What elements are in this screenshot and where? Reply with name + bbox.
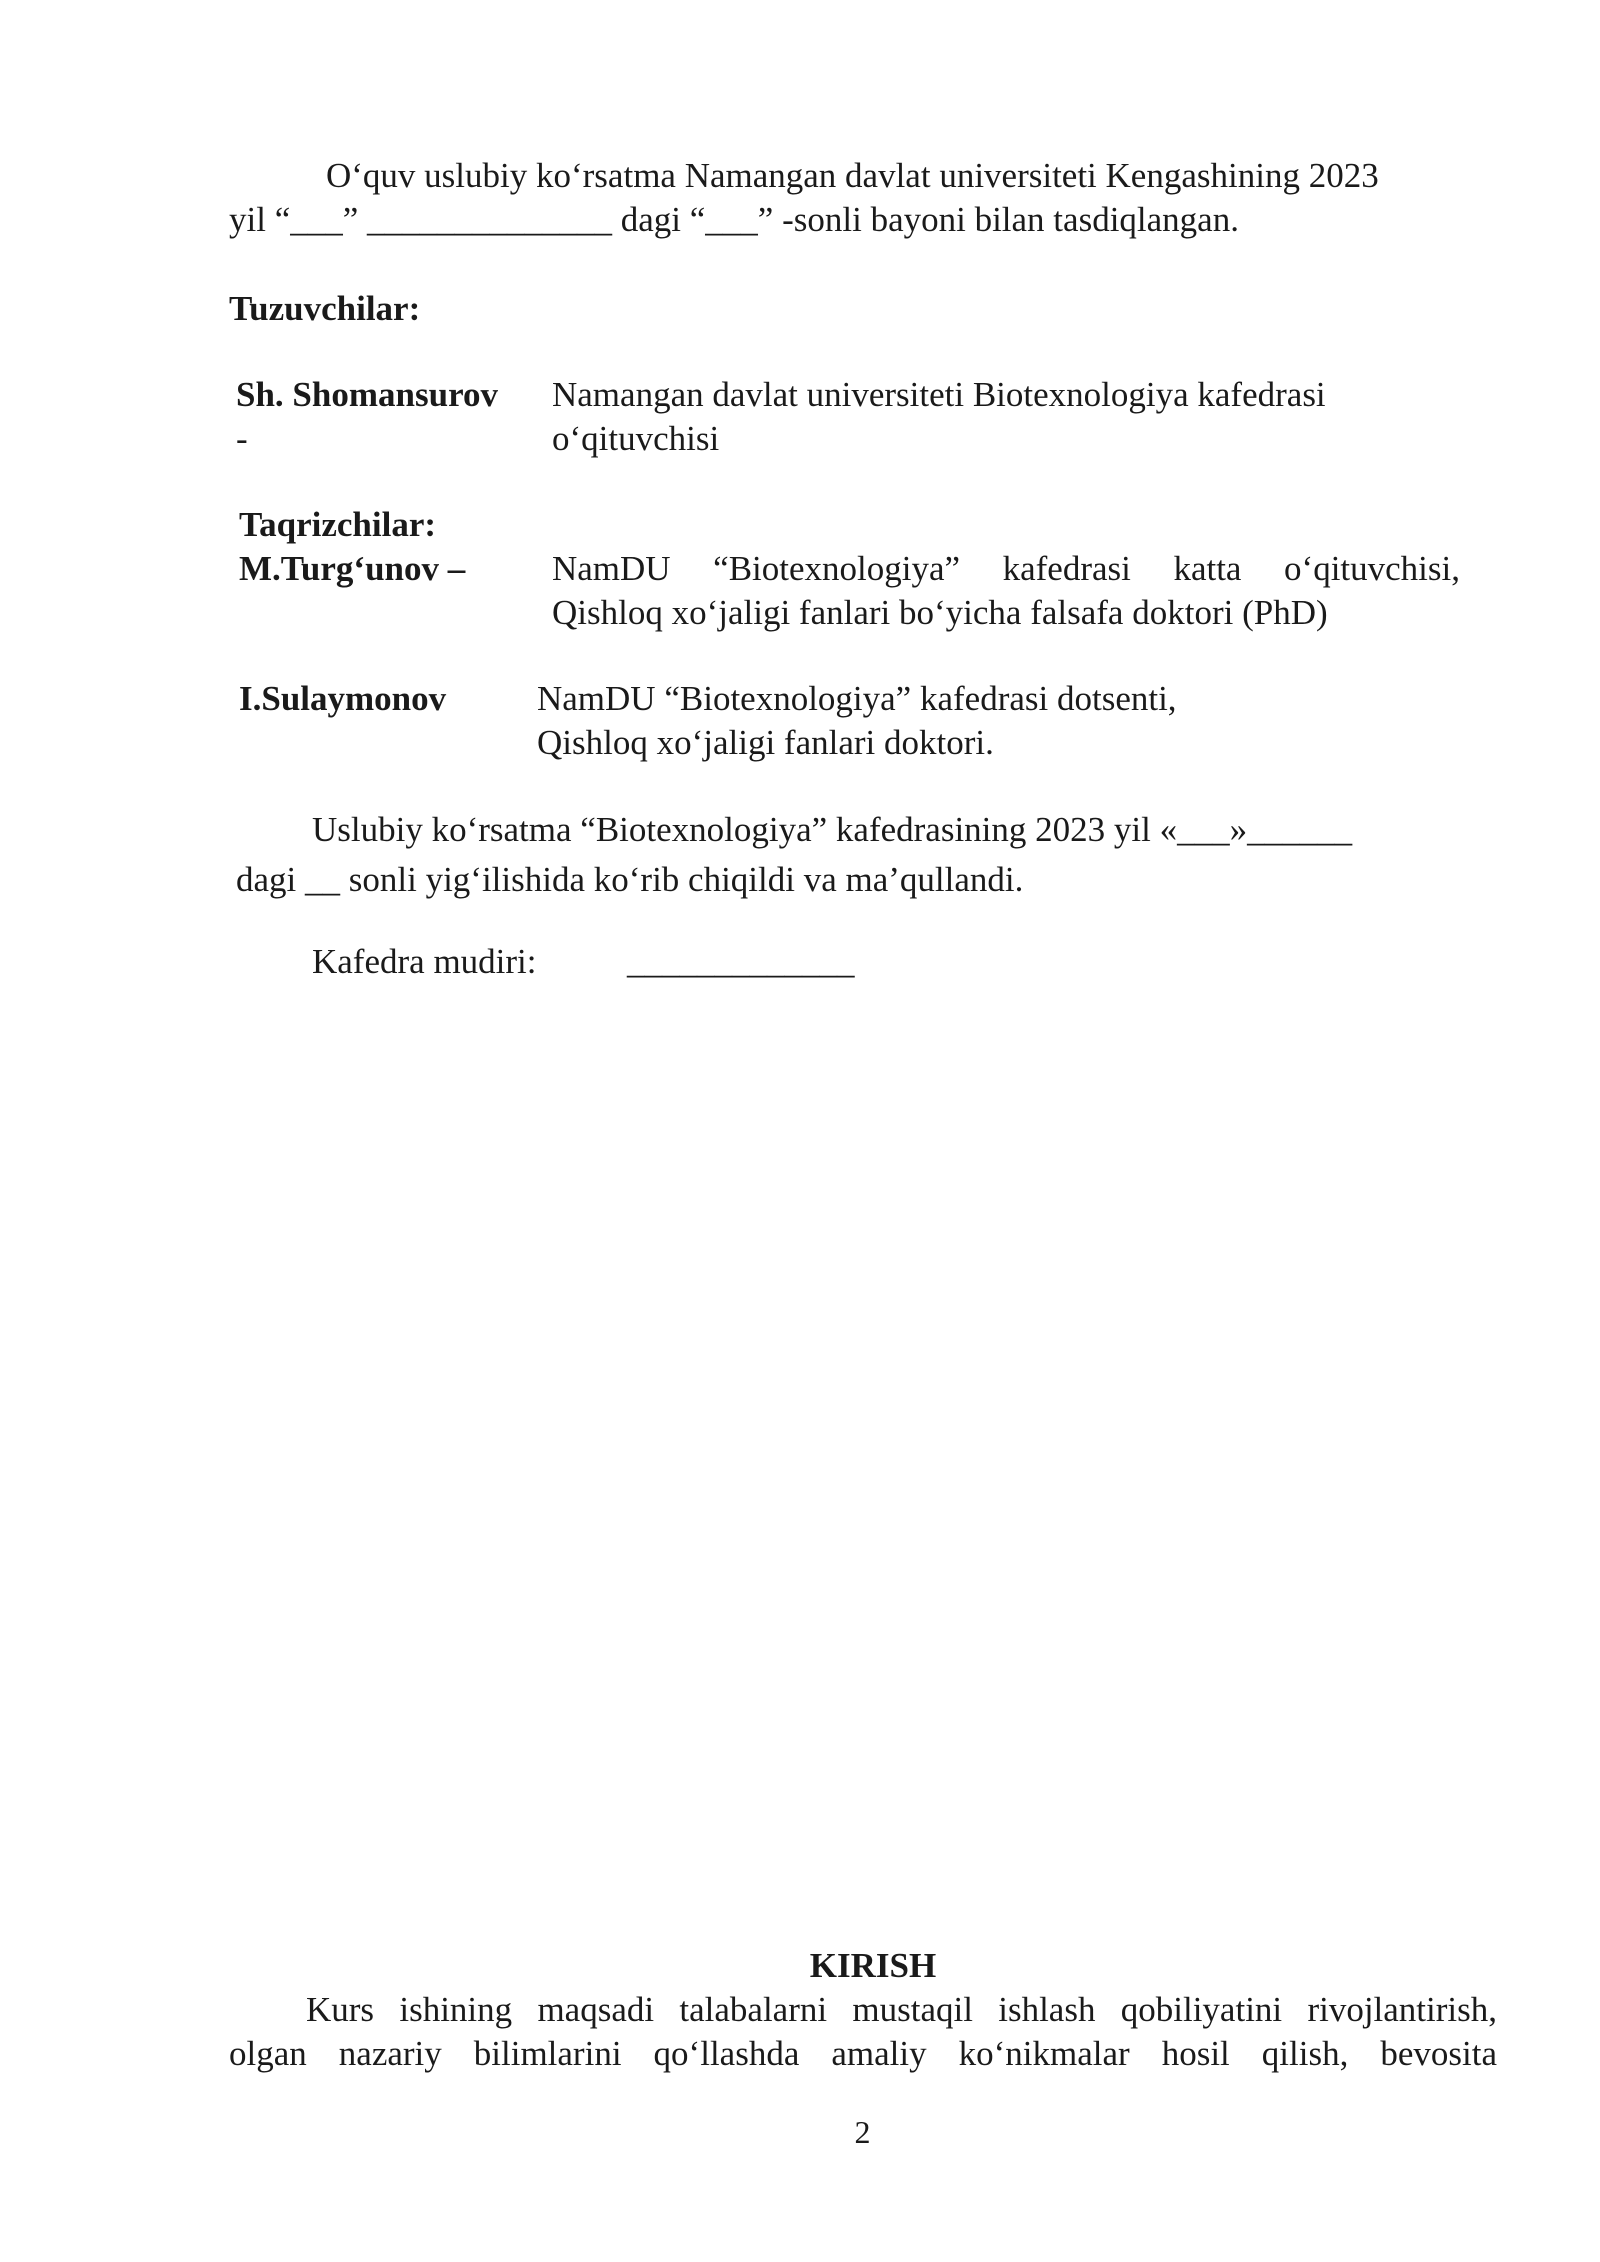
compiler-name: Sh. Shomansurov — [236, 375, 498, 414]
intro-line-1: Kurs ishining maqsadi talabalarni mustaqil ishlash qobiliyatini rivojlantirish, — [306, 1990, 1497, 2029]
compiler-dash: - — [236, 419, 248, 458]
reviewer-1-name: M.Turg‘unov – — [239, 549, 466, 588]
department-review-line-1: Uslubiy ko‘rsatma “Biotexnologiya” kafedrasining 2023 yil «___»______ — [312, 810, 1353, 849]
reviewer-1-desc-line-2: Qishloq xo‘jaligi fanlari bo‘yicha falsafa doktori (PhD) — [552, 593, 1328, 632]
compiler-desc-line-2: o‘qituvchisi — [552, 419, 720, 458]
page-number: 2 — [854, 2114, 871, 2150]
reviewer-2-name: I.Sulaymonov — [239, 679, 447, 718]
compilers-heading: Tuzuvchilar: — [229, 289, 421, 328]
head-label: Kafedra mudiri: — [312, 942, 537, 981]
department-review-line-2: dagi __ sonli yig‘ilishida ko‘rib chiqildi va ma’qullandi. — [236, 860, 1024, 899]
approval-line-2: yil “___” ______________ dagi “___” -sonli bayoni bilan tasdiqlangan. — [229, 200, 1239, 239]
intro-line-2: olgan nazariy bilimlarini qo‘llashda amaliy ko‘nikmalar hosil qilish, bevosita — [229, 2034, 1497, 2073]
reviewers-heading: Taqrizchilar: — [239, 505, 437, 544]
reviewer-2-desc-line-2: Qishloq xo‘jaligi fanlari doktori. — [537, 723, 994, 762]
head-signature-line: _____________ — [627, 942, 855, 981]
reviewer-2-desc-line-1: NamDU “Biotexnologiya” kafedrasi dotsenti, — [537, 679, 1177, 718]
compiler-desc-line-1: Namangan davlat universiteti Biotexnologiya kafedrasi — [552, 375, 1326, 414]
approval-line-1: O‘quv uslubiy ko‘rsatma Namangan davlat universiteti Kengashining 2023 — [326, 156, 1379, 195]
intro-heading: KIRISH — [809, 1946, 937, 1985]
reviewer-1-desc-line-1: NamDU “Biotexnologiya” kafedrasi katta o‘qituvchisi, — [552, 549, 1460, 588]
